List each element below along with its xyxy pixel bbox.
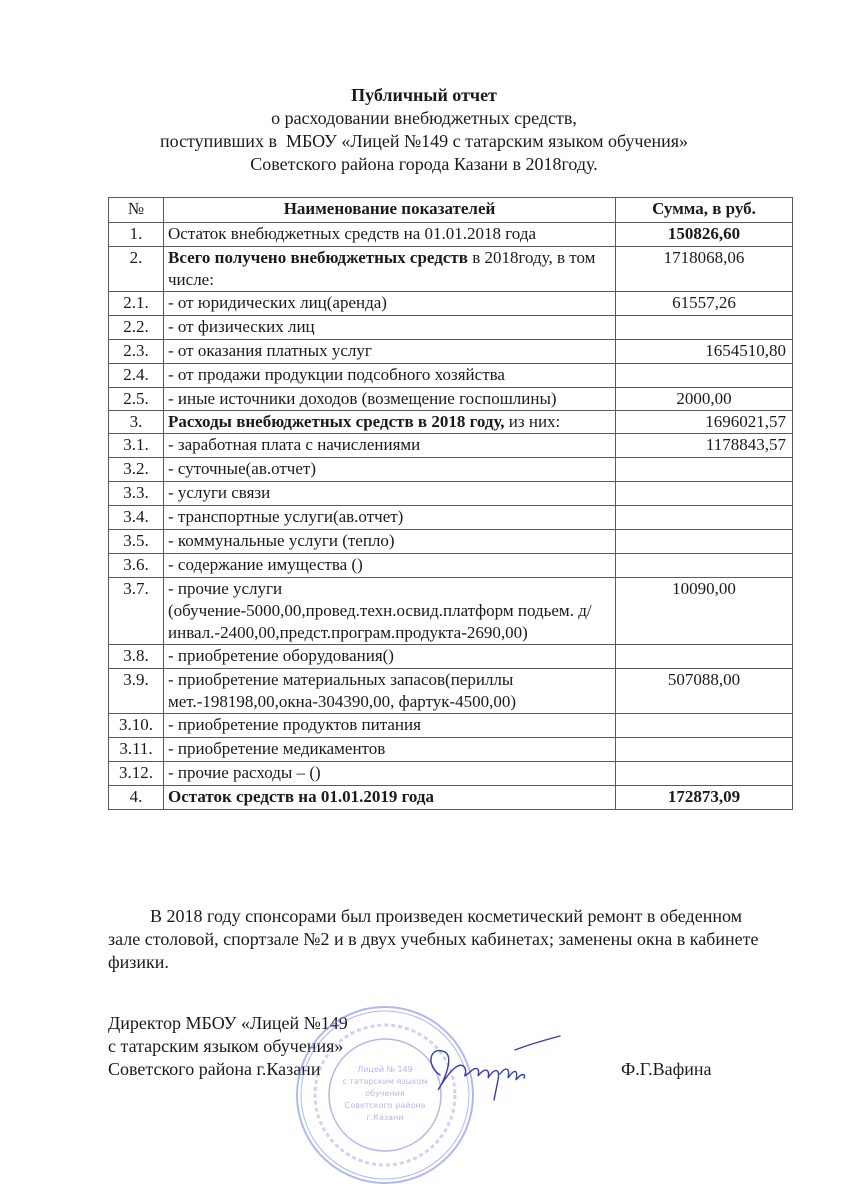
table-row xyxy=(109,738,793,762)
row-name: - приобретение медикаментов xyxy=(164,738,616,762)
table-row xyxy=(109,364,793,388)
table-row xyxy=(109,645,793,669)
row-name: - прочие расходы – () xyxy=(164,762,616,786)
row-number: 3. xyxy=(109,411,164,434)
stamp-text-line: Лицей № 149 xyxy=(357,1065,413,1074)
row-name xyxy=(164,411,616,434)
table-row xyxy=(109,762,793,786)
row-sum xyxy=(616,645,793,669)
row-number: 3.5. xyxy=(109,530,164,554)
row-sum: 507088,00 xyxy=(616,669,793,714)
report-title: Публичный отчет xyxy=(351,85,497,105)
row-name-rest: в 2018году, в том числе: xyxy=(168,248,596,289)
row-sum xyxy=(616,762,793,786)
row-number: 2.3. xyxy=(109,340,164,364)
table-row xyxy=(109,223,793,247)
row-name: Остаток средств на 01.01.2019 года xyxy=(164,786,616,810)
row-name: - суточные(ав.отчет) xyxy=(164,458,616,482)
table-row xyxy=(109,458,793,482)
column-header-name: Наименование показателей xyxy=(164,198,616,223)
sponsor-note: В 2018 году спонсорами был произведен косметический ремонт в обеденном зале столовой, спортзале №2 и в двух учебных кабинетах; заменены окна в кабинете физики. xyxy=(108,906,759,972)
row-name: - приобретение продуктов питания xyxy=(164,714,616,738)
table-row xyxy=(109,292,793,316)
row-number: 3.3. xyxy=(109,482,164,506)
table-row xyxy=(109,411,793,434)
row-sum: 1718068,06 xyxy=(616,247,793,292)
row-name: - заработная плата с начислениями xyxy=(164,434,616,458)
stamp-text-line: г.Казани xyxy=(366,1113,404,1122)
row-number: 2.5. xyxy=(109,388,164,411)
row-number: 3.7. xyxy=(109,578,164,645)
report-subtitle-line-2: поступивших в МБОУ «Лицей №149 с татарским языком обучения» xyxy=(159,131,689,151)
row-sum: 10090,00 xyxy=(616,578,793,645)
row-number: 4. xyxy=(109,786,164,810)
row-name xyxy=(164,247,616,292)
row-name: - от юридических лиц(аренда) xyxy=(164,292,616,316)
row-number: 3.10. xyxy=(109,714,164,738)
table-row xyxy=(109,434,793,458)
stamp-text-line: Советского района xyxy=(344,1101,426,1110)
row-name-bold: Расходы внебюджетных средств в 2018 году, xyxy=(168,412,505,431)
row-number: 3.9. xyxy=(109,669,164,714)
table-row xyxy=(109,247,793,292)
row-sum xyxy=(616,554,793,578)
report-subtitle-line-1: о расходовании внебюджетных средств, xyxy=(271,108,577,128)
table-row xyxy=(109,316,793,340)
row-name-bold: Всего получено внебюджетных средств xyxy=(168,248,468,267)
row-number: 3.1. xyxy=(109,434,164,458)
stamp-text-line: с татарским языком xyxy=(342,1077,428,1086)
table-row xyxy=(109,669,793,714)
row-name-rest: из них: xyxy=(504,412,561,431)
row-number: 1. xyxy=(109,223,164,247)
row-sum: 172873,09 xyxy=(616,786,793,810)
row-number: 2.1. xyxy=(109,292,164,316)
table-row xyxy=(109,340,793,364)
row-number: 3.4. xyxy=(109,506,164,530)
table-row xyxy=(109,578,793,645)
row-sum: 150826,60 xyxy=(616,223,793,247)
row-number: 3.6. xyxy=(109,554,164,578)
row-number: 3.2. xyxy=(109,458,164,482)
stamp-text-line: обучения xyxy=(365,1089,405,1098)
row-name: - прочие услуги (обучение-5000,00,провед.техн.освид.платформ подьем. д/инвал.-2400,00,предст.програм.продукта-2690,00) xyxy=(164,578,616,645)
row-name: - от продажи продукции подсобного хозяйства xyxy=(164,364,616,388)
row-number: 2. xyxy=(109,247,164,292)
row-sum xyxy=(616,316,793,340)
row-name: - от физических лиц xyxy=(164,316,616,340)
report-subtitle-line-3: Советского района города Казани в 2018году. xyxy=(250,154,598,174)
row-sum: 2000,00 xyxy=(616,388,793,411)
row-sum xyxy=(616,458,793,482)
row-name: - иные источники доходов (возмещение госпошлины) xyxy=(164,388,616,411)
row-number: 2.4. xyxy=(109,364,164,388)
signer-position-line-3: Советского района г.Казани xyxy=(108,1059,321,1079)
signer-position-line-1: Директор МБОУ «Лицей №149 xyxy=(108,1013,348,1033)
row-sum xyxy=(616,482,793,506)
table-row xyxy=(109,786,793,810)
row-name: - услуги связи xyxy=(164,482,616,506)
report-table xyxy=(108,197,793,810)
row-sum xyxy=(616,714,793,738)
report-header xyxy=(0,84,848,176)
row-name: - от оказания платных услуг xyxy=(164,340,616,364)
row-name: Остаток внебюджетных средств на 01.01.2018 года xyxy=(164,223,616,247)
table-row xyxy=(109,530,793,554)
row-sum xyxy=(616,738,793,762)
row-sum: 1696021,57 xyxy=(616,411,793,434)
row-sum: 1654510,80 xyxy=(616,340,793,364)
table-row xyxy=(109,554,793,578)
row-name: - приобретение оборудования() xyxy=(164,645,616,669)
table-header-row xyxy=(109,198,793,223)
table-row xyxy=(109,388,793,411)
row-number: 2.2. xyxy=(109,316,164,340)
signer-name: Ф.Г.Вафина xyxy=(621,1059,712,1079)
column-header-number: № xyxy=(109,198,164,223)
table-row xyxy=(109,506,793,530)
row-sum xyxy=(616,530,793,554)
row-sum xyxy=(616,506,793,530)
handwritten-signature-icon xyxy=(420,1030,570,1110)
table-row xyxy=(109,482,793,506)
row-number: 3.11. xyxy=(109,738,164,762)
row-number: 3.8. xyxy=(109,645,164,669)
row-name: - транспортные услуги(ав.отчет) xyxy=(164,506,616,530)
row-number: 3.12. xyxy=(109,762,164,786)
row-name: - содержание имущества () xyxy=(164,554,616,578)
row-sum xyxy=(616,364,793,388)
table-row xyxy=(109,714,793,738)
column-header-sum: Сумма, в руб. xyxy=(616,198,793,223)
row-sum: 61557,26 xyxy=(616,292,793,316)
row-sum: 1178843,57 xyxy=(616,434,793,458)
row-name: - коммунальные услуги (тепло) xyxy=(164,530,616,554)
signer-position-line-2: с татарским языком обучения» xyxy=(108,1036,344,1056)
row-name: - приобретение материальных запасов(периллы мет.-198198,00,окна-304390,00, фартук-4500,00) xyxy=(164,669,616,714)
